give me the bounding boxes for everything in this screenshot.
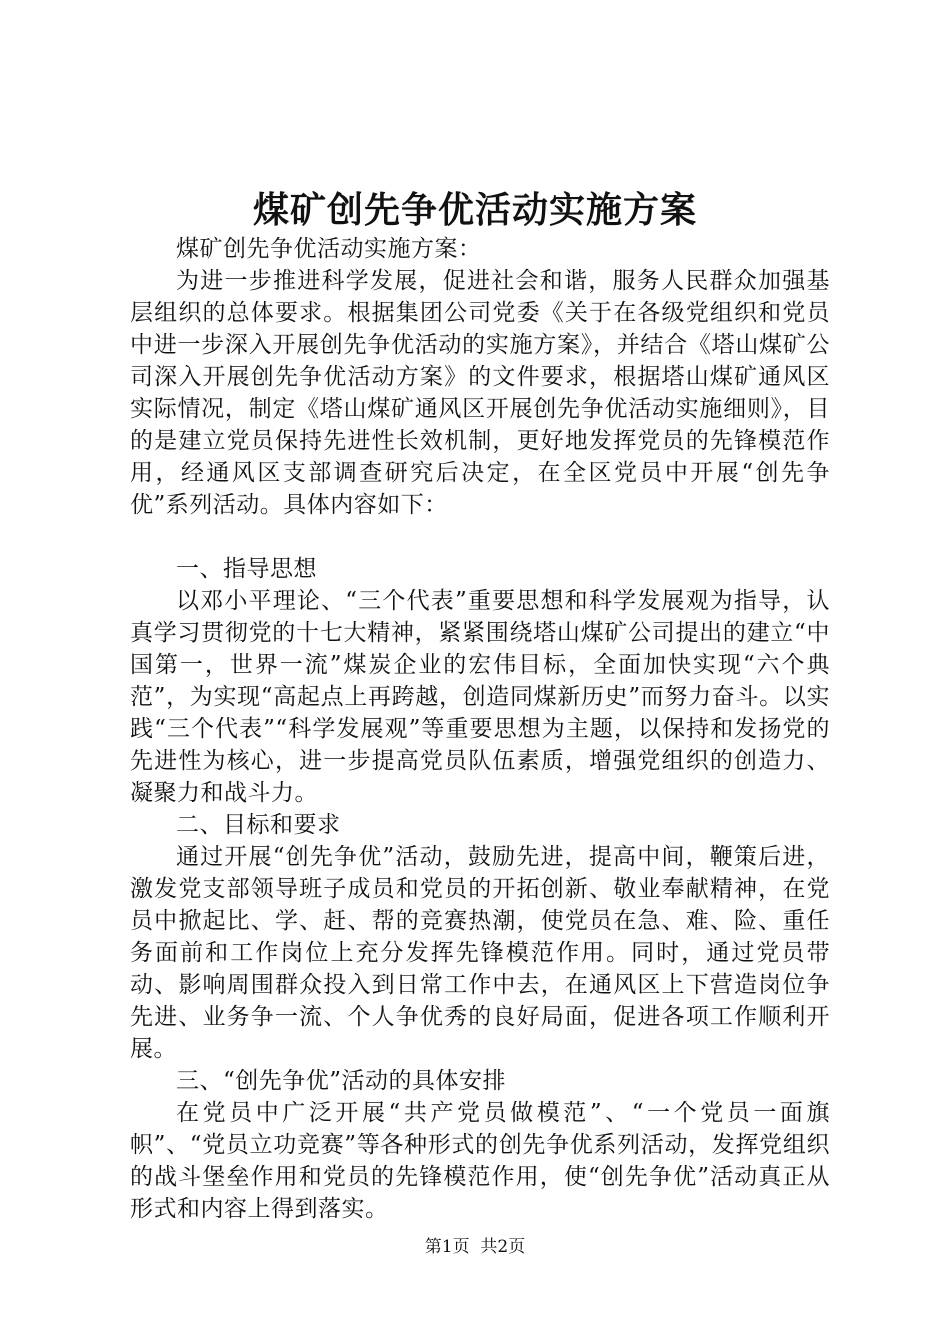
paragraph-gap (130, 521, 830, 553)
section1-paragraph: 以邓小平理论、“三个代表”重要思想和科学发展观为指导，认真学习贯彻党的十七大精神，紧紧围绕塔山煤矿公司提出的建立“中国第一，世界一流”煤炭企业的宏伟目标，全面加快实现“六个典范”，为实现“高起点上再跨越，创造同煤新历史”而努力奋斗。以实践“三个代表”“科学发展观”等重要思想为主题，以保持和发扬党的先进性为核心，进一步提高党员队伍素质，增强党组织的创造力、凝聚力和战斗力。 (130, 588, 830, 806)
page-total: 共2页 (480, 1237, 526, 1257)
section3-heading: 三、“创先争优”活动的具体安排 (176, 1068, 507, 1094)
section1-heading: 一、指导思想 (176, 556, 317, 582)
section3-paragraph: 在党员中广泛开展“共产党员做模范”、“一个党员一面旗帜”、“党员立功竞赛”等各种形式的创先争优系列活动，发挥党组织的战斗堡垒作用和党员的先锋模范作用，使“创先争优”活动真正从形式和内容上得到落实。 (130, 1100, 830, 1222)
section2-heading: 二、目标和要求 (176, 812, 341, 838)
page-number: 第1页 (424, 1237, 470, 1257)
intro-paragraph: 为进一步推进科学发展，促进社会和谐，服务人民群众加强基层组织的总体要求。根据集团公司党委《关于在各级党组织和党员中进一步深入开展创先争优活动的实施方案》，并结合《塔山煤矿公司深入开展创先争优活动方案》的文件要求，根据塔山煤矿通风区实际情况，制定《塔山煤矿通风区开展创先争优活动实施细则》，目的是建立党员保持先进性长效机制，更好地发挥党员的先锋模范作用，经通风区支部调查研究后决定，在全区党员中开展“创先争优”系列活动。具体内容如下： (130, 268, 830, 518)
intro-label: 煤矿创先争优活动实施方案： (176, 236, 482, 262)
page-footer (0, 1235, 950, 1259)
document-title: 煤矿创先争优活动实施方案 (252, 189, 697, 231)
document-body (130, 233, 830, 1225)
section2-paragraph: 通过开展“创先争优”活动，鼓励先进，提高中间，鞭策后进，激发党支部领导班子成员和党员的开拓创新、敬业奉献精神，在党员中掀起比、学、赶、帮的竞赛热潮，使党员在急、难、险、重任务面前和工作岗位上充分发挥先锋模范作用。同时，通过党员带动、影响周围群众投入到日常工作中去，在通风区上下营造岗位争先进、业务争一流、个人争优秀的良好局面，促进各项工作顺利开展。 (130, 844, 830, 1062)
